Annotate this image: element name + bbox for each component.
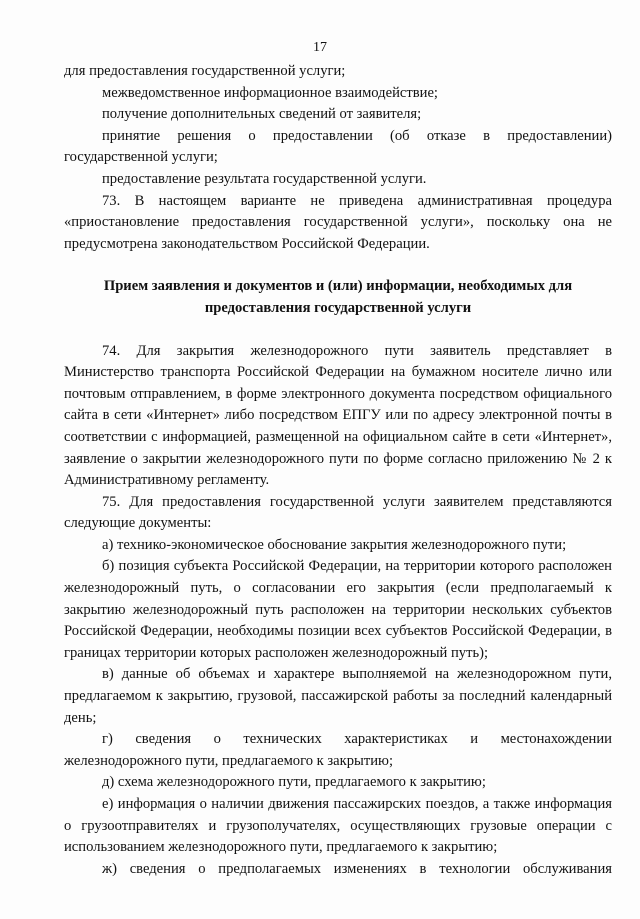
- paragraph-75: 75. Для предоставления государственной услуги заявителем представляются следующие документы:: [64, 493, 612, 532]
- document-item-a: а) технико-экономическое обоснование закрытия железнодорожного пути;: [102, 536, 567, 553]
- list-item-additional-info: получение дополнительных сведений от заявителя;: [102, 106, 422, 123]
- paragraph-73: 73. В настоящем варианте не приведена административная процедура «приостановление предоставления государственной услуги», поскольку она не предусмотрена законодательством Российской Федерации.: [64, 192, 612, 252]
- document-body: [64, 61, 612, 880]
- paragraph-continuation: для предоставления государственной услуги;: [64, 63, 346, 79]
- document-item-e: е) информация о наличии движения пассажирских поездов, а также информация о грузоотправителях и грузополучателях, осуществляющих грузовые операции с использованием железнодорожного пути, предлагаемого к закрытию;: [64, 796, 612, 856]
- document-item-d: д) схема железнодорожного пути, предлагаемого к закрытию;: [102, 774, 486, 791]
- list-item-decision: принятие решения о предоставлении (об отказе в предоставлении) государственной услуги;: [64, 127, 612, 166]
- paragraph-74: 74. Для закрытия железнодорожного пути заявитель представляет в Министерство транспорта Российской Федерации на бумажном носителе лично или почтовым отправлением, в форме электронного документа посредством официального сайта в сети «Интернет» либо посредством ЕПГУ или по адресу электронной почты в соответствии с информацией, размещенной на официальном сайте в сети «Интернет», заявление о закрытии железнодорожного пути по форме согласно приложению № 2 к Административному регламенту.: [64, 342, 612, 489]
- section-heading: Прием заявления и документов и (или) информации, необходимых для предоставления государственной услуги: [103, 278, 573, 316]
- document-item-b: б) позиция субъекта Российской Федерации, на территории которого расположен железнодорожный путь, о согласовании его закрытия (если предполагаемый к закрытию железнодорожный путь расположен на территории нескольких субъектов Российской Федерации, необходимы позиции всех субъектов Российской Федерации, в границах территории которых расположен железнодорожный путь);: [64, 558, 612, 661]
- list-item-result: предоставление результата государственной услуги.: [102, 170, 427, 187]
- document-item-g: г) сведения о технических характеристиках и местонахождении железнодорожного пути, предлагаемого к закрытию;: [64, 731, 612, 769]
- document-item-v: в) данные об объемах и характере выполняемой на железнодорожном пути, предлагаемом к закрытию, грузовой, пассажирской работы за последний календарный день;: [64, 666, 612, 726]
- list-item-interagency: межведомственное информационное взаимодействие;: [102, 84, 438, 101]
- document-item-zh: ж) сведения о предполагаемых изменениях в технологии обслуживания: [102, 860, 612, 877]
- page-number: 17: [313, 40, 327, 55]
